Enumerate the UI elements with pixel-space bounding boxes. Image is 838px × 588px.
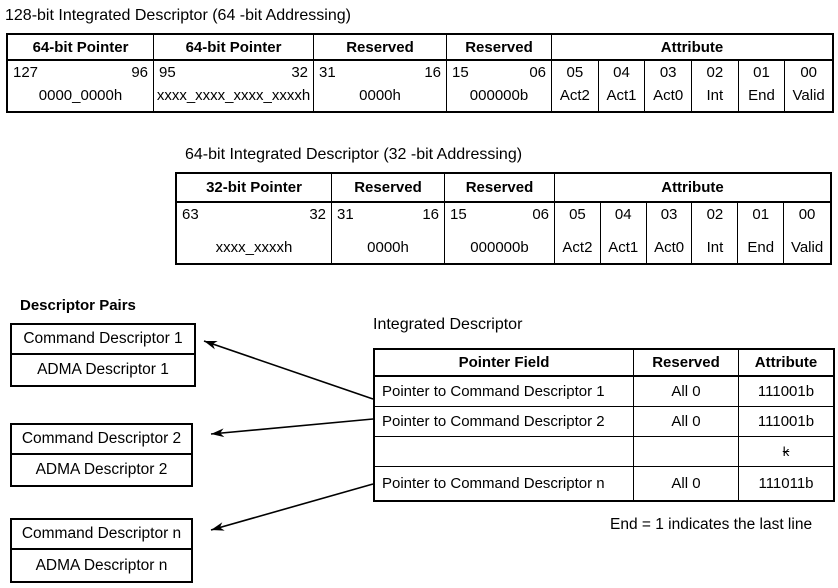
attribute-cell: 111001b — [739, 377, 833, 407]
field-cell — [314, 61, 447, 111]
bit-range — [154, 64, 313, 81]
field-cell — [8, 61, 154, 111]
arrow-rown-to-pairn — [211, 484, 373, 530]
attribute-bit-cell — [739, 61, 786, 111]
col-header-pointer-hi: 64-bit Pointer — [8, 35, 154, 61]
command-descriptor-cell: Command Descriptor 1 — [12, 325, 194, 355]
attr-bit-name: Act2 — [562, 239, 593, 256]
attr-bit-name: Act0 — [653, 87, 684, 104]
bit-range — [332, 206, 444, 223]
bit-low: 32 — [291, 64, 308, 81]
field-value: 0000h — [367, 239, 409, 256]
title-64bit: 64-bit Integrated Descriptor (32 -bit Addressing) — [185, 146, 523, 163]
attr-bit-name: Int — [706, 87, 724, 104]
reserved-cell — [634, 437, 739, 467]
title-128bit: 128-bit Integrated Descriptor (64 -bit Addressing) — [5, 7, 351, 24]
attribute-bit-cell — [692, 61, 739, 111]
bit-low: 06 — [529, 64, 546, 81]
attr-bit-number: 03 — [659, 64, 677, 81]
attr-bit-name: Act0 — [654, 239, 685, 256]
col-header-reserved2: Reserved — [447, 35, 552, 61]
attr-bit-number: 02 — [706, 206, 724, 223]
descriptor-pair-n — [10, 518, 193, 583]
attr-bit-name: Int — [706, 239, 724, 256]
field-cell — [332, 203, 445, 263]
bit-high: 31 — [337, 206, 354, 223]
attr-bit-number: 05 — [566, 64, 584, 81]
descriptor-pair-2 — [10, 423, 193, 487]
attribute-cell: 111011b — [758, 475, 814, 492]
bit-high: 15 — [450, 206, 467, 223]
attribute-bit-cell — [645, 61, 692, 111]
bit-high: 31 — [319, 64, 336, 81]
field-cell — [447, 61, 552, 111]
bit-low: 16 — [424, 64, 441, 81]
reserved-cell: All 0 — [634, 467, 739, 500]
attribute-bit-cell — [784, 203, 830, 263]
field-value: 000000b — [470, 239, 529, 256]
col-header-attribute: Attribute — [552, 35, 832, 61]
attribute-bit-cell — [599, 61, 646, 111]
bit-high: 63 — [182, 206, 199, 223]
adma-descriptor-cell: ADMA Descriptor 2 — [35, 461, 168, 478]
attr-bit-name: Valid — [792, 87, 825, 104]
col-header-attribute: Attribute — [555, 174, 830, 203]
attribute-cell: 111001b — [739, 407, 833, 437]
attribute-bit-cell — [692, 203, 738, 263]
attribute-bit-cell — [552, 61, 599, 111]
command-descriptor-cell: Command Descriptor n — [12, 520, 191, 550]
attr-bit-number: 02 — [706, 64, 724, 81]
arrow-row2-to-pair2 — [211, 419, 373, 434]
reserved-cell: All 0 — [634, 377, 739, 407]
descriptor-pairs-title: Descriptor Pairs — [20, 297, 136, 314]
attr-bit-number: 04 — [613, 64, 630, 81]
adma-descriptor-cell: ADMA Descriptor 1 — [37, 361, 169, 378]
attr-bit-number: 00 — [800, 64, 817, 81]
arrow-row1-to-pair1 — [204, 341, 373, 399]
field-value: 0000h — [359, 87, 401, 104]
attr-bit-number: 00 — [798, 206, 816, 223]
attribute-bit-cell — [647, 203, 693, 263]
attr-bit-name: Act2 — [559, 87, 590, 104]
bit-high: 95 — [159, 64, 176, 81]
bit-range — [314, 64, 446, 81]
bit-range — [177, 206, 331, 223]
adma-descriptor-cell: ADMA Descriptor n — [35, 556, 168, 574]
attr-bit-number: 03 — [660, 206, 678, 223]
end-bit-footnote: End = 1 indicates the last line — [610, 516, 813, 533]
col-header-pointer-lo: 64-bit Pointer — [154, 35, 314, 61]
field-value: 0000_0000h — [38, 87, 123, 104]
attr-bit-name: Valid — [790, 239, 824, 256]
col-header-reserved1: Reserved — [314, 35, 447, 61]
bit-range — [8, 64, 153, 81]
reserved-cell: All 0 — [634, 407, 739, 437]
bit-range — [447, 64, 551, 81]
col-header-pointer-field: Pointer Field — [375, 350, 634, 377]
pointer-field-cell: Pointer to Command Descriptor n — [375, 467, 634, 500]
attribute-bit-cell — [785, 61, 832, 111]
field-cell — [154, 61, 314, 111]
field-value: 000000b — [469, 87, 529, 104]
col-header-attribute: Attribute — [739, 350, 833, 377]
attribute-cell-ellipsis: k — [739, 437, 833, 467]
col-header-reserved1: Reserved — [332, 174, 445, 203]
integrated-descriptor-table — [373, 348, 835, 502]
command-descriptor-cell: Command Descriptor 2 — [12, 425, 191, 455]
field-value: xxxx_xxxxh — [215, 239, 293, 256]
bit-low: 16 — [422, 206, 439, 223]
attr-bit-number: 05 — [569, 206, 586, 223]
attribute-bit-cell — [738, 203, 784, 263]
bit-low: 96 — [131, 64, 148, 81]
pointer-field-cell — [375, 437, 634, 467]
field-cell — [177, 203, 332, 263]
attr-bit-name: End — [748, 87, 775, 104]
bit-low: 32 — [309, 206, 326, 223]
field-cell — [445, 203, 555, 263]
attribute-bit-cell — [601, 203, 647, 263]
pointer-field-cell: Pointer to Command Descriptor 2 — [375, 407, 634, 437]
table-64bit-descriptor — [175, 172, 832, 265]
bit-low: 06 — [532, 206, 549, 223]
field-value: xxxx_xxxx_xxxx_xxxxh — [156, 87, 311, 104]
pointer-field-cell: Pointer to Command Descriptor 1 — [375, 377, 634, 407]
col-header-pointer: 32-bit Pointer — [177, 174, 332, 203]
attr-bit-number: 01 — [752, 206, 770, 223]
bit-high: 15 — [452, 64, 469, 81]
attribute-bit-cell — [555, 203, 601, 263]
descriptor-pair-1 — [10, 323, 196, 387]
attr-bit-number: 01 — [753, 64, 770, 81]
table-128bit-descriptor — [6, 33, 834, 113]
attr-bit-name: End — [747, 239, 775, 256]
attr-bit-name: Act1 — [608, 239, 639, 256]
attr-bit-name: Act1 — [606, 87, 637, 104]
col-header-reserved: Reserved — [634, 350, 739, 377]
bit-high: 127 — [13, 64, 39, 81]
col-header-reserved2: Reserved — [445, 174, 555, 203]
bit-range — [445, 206, 554, 223]
integrated-descriptor-title: Integrated Descriptor — [373, 316, 523, 333]
attr-bit-number: 04 — [614, 206, 632, 223]
